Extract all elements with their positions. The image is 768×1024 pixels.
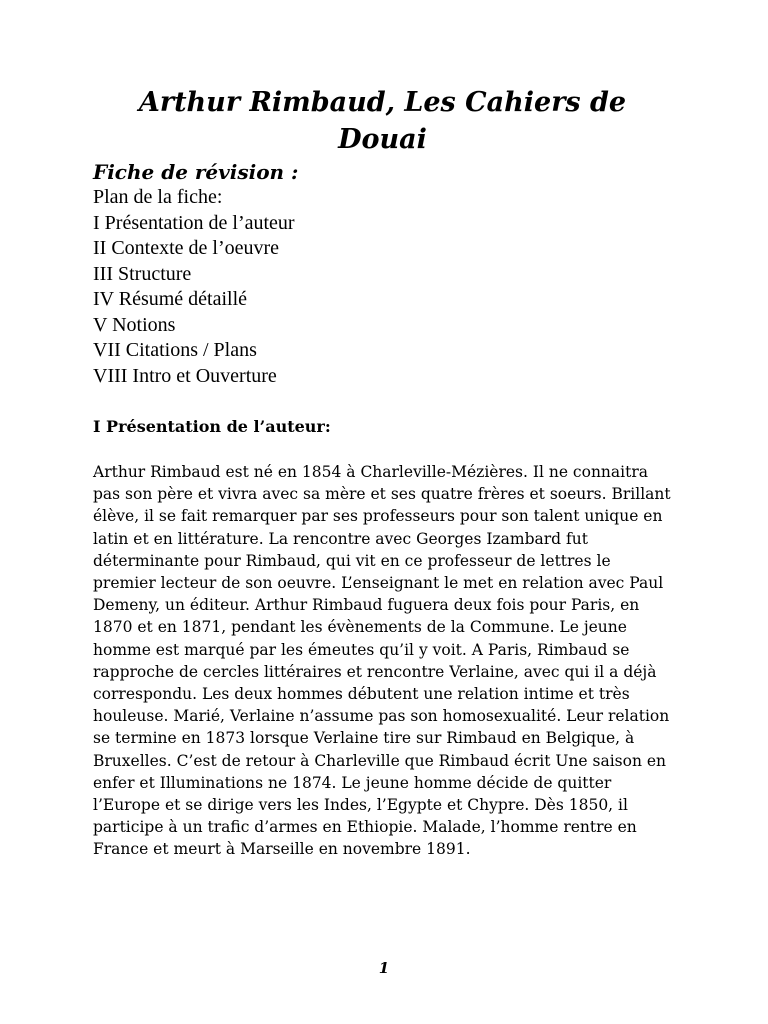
document-title xyxy=(100,84,665,158)
plan-item: V Notions xyxy=(93,313,176,336)
paragraph-line: latin et en littérature. La rencontre avec Georges Izambard fut xyxy=(93,529,588,548)
paragraph-line: houleuse. Marié, Verlaine n’assume pas son homosexualité. Leur relation xyxy=(93,707,670,726)
page-number: 1 xyxy=(378,959,390,977)
paragraph-line: Arthur Rimbaud est né en 1854 à Charleville-Mézières. Il ne connaitra xyxy=(93,463,648,481)
paragraph-line: élève, il se fait remarquer par ses professeurs pour son talent unique en xyxy=(93,507,663,526)
plan-item: IV Résumé détaillé xyxy=(93,288,248,310)
paragraph-line: 1870 et en 1871, pendant les évènements de la Commune. Le jeune xyxy=(93,618,627,637)
paragraph-line: enfer et Illuminations ne 1874. Le jeune homme décide de quitter xyxy=(93,773,612,792)
paragraph-line: France et meurt à Marseille en novembre 1891. xyxy=(93,840,471,859)
plan-item: VII Citations / Plans xyxy=(93,339,257,361)
paragraph-line: rapproche de cercles littéraires et rencontre Verlaine, avec qui il a déjà xyxy=(93,662,657,681)
plan-item: II Contexte de l’oeuvre xyxy=(93,237,280,259)
paragraph-line: participe à un trafic d’armes en Ethiopie. Malade, l’homme rentre en xyxy=(93,818,637,837)
paragraph-line: homme est marqué par les émeutes qu’il y voit. A Paris, Rimbaud se xyxy=(93,640,630,659)
paragraph-line: Demeny, un éditeur. Arthur Rimbaud fuguera deux fois pour Paris, en xyxy=(93,596,640,615)
title-line: Douai xyxy=(338,124,427,155)
plan-list xyxy=(93,185,295,389)
title-line: Arthur Rimbaud, Les Cahiers de xyxy=(138,87,627,118)
paragraph-line: déterminante pour Rimbaud, qui vit en ce professeur de lettres le xyxy=(93,551,611,570)
paragraph-line: correspondu. Les deux hommes débutent une relation intime et très xyxy=(93,685,630,704)
paragraph-line: Bruxelles. C’est de retour à Charleville que Rimbaud écrit Une saison en xyxy=(93,751,667,770)
plan-heading: Plan de la fiche: xyxy=(93,186,223,208)
paragraph-line: l’Europe et se dirige vers les Indes, l’Egypte et Chypre. Dès 1850, il xyxy=(93,796,628,815)
author-presentation-paragraph xyxy=(93,461,683,861)
paragraph-line: pas son père et vivra avec sa mère et ses quatre frères et soeurs. Brillant xyxy=(93,485,671,504)
paragraph-line: se termine en 1873 lorsque Verlaine tire sur Rimbaud en Belgique, à xyxy=(93,729,635,748)
plan-item: III Structure xyxy=(93,262,192,285)
section-heading: I Présentation de l’auteur: xyxy=(93,417,331,436)
revision-subtitle: Fiche de révision : xyxy=(93,160,299,184)
paragraph-line: premier lecteur de son oeuvre. L’enseignant le met en relation avec Paul xyxy=(93,574,664,593)
plan-item: VIII Intro et Ouverture xyxy=(93,364,277,387)
plan-item: I Présentation de l’auteur xyxy=(93,211,295,234)
